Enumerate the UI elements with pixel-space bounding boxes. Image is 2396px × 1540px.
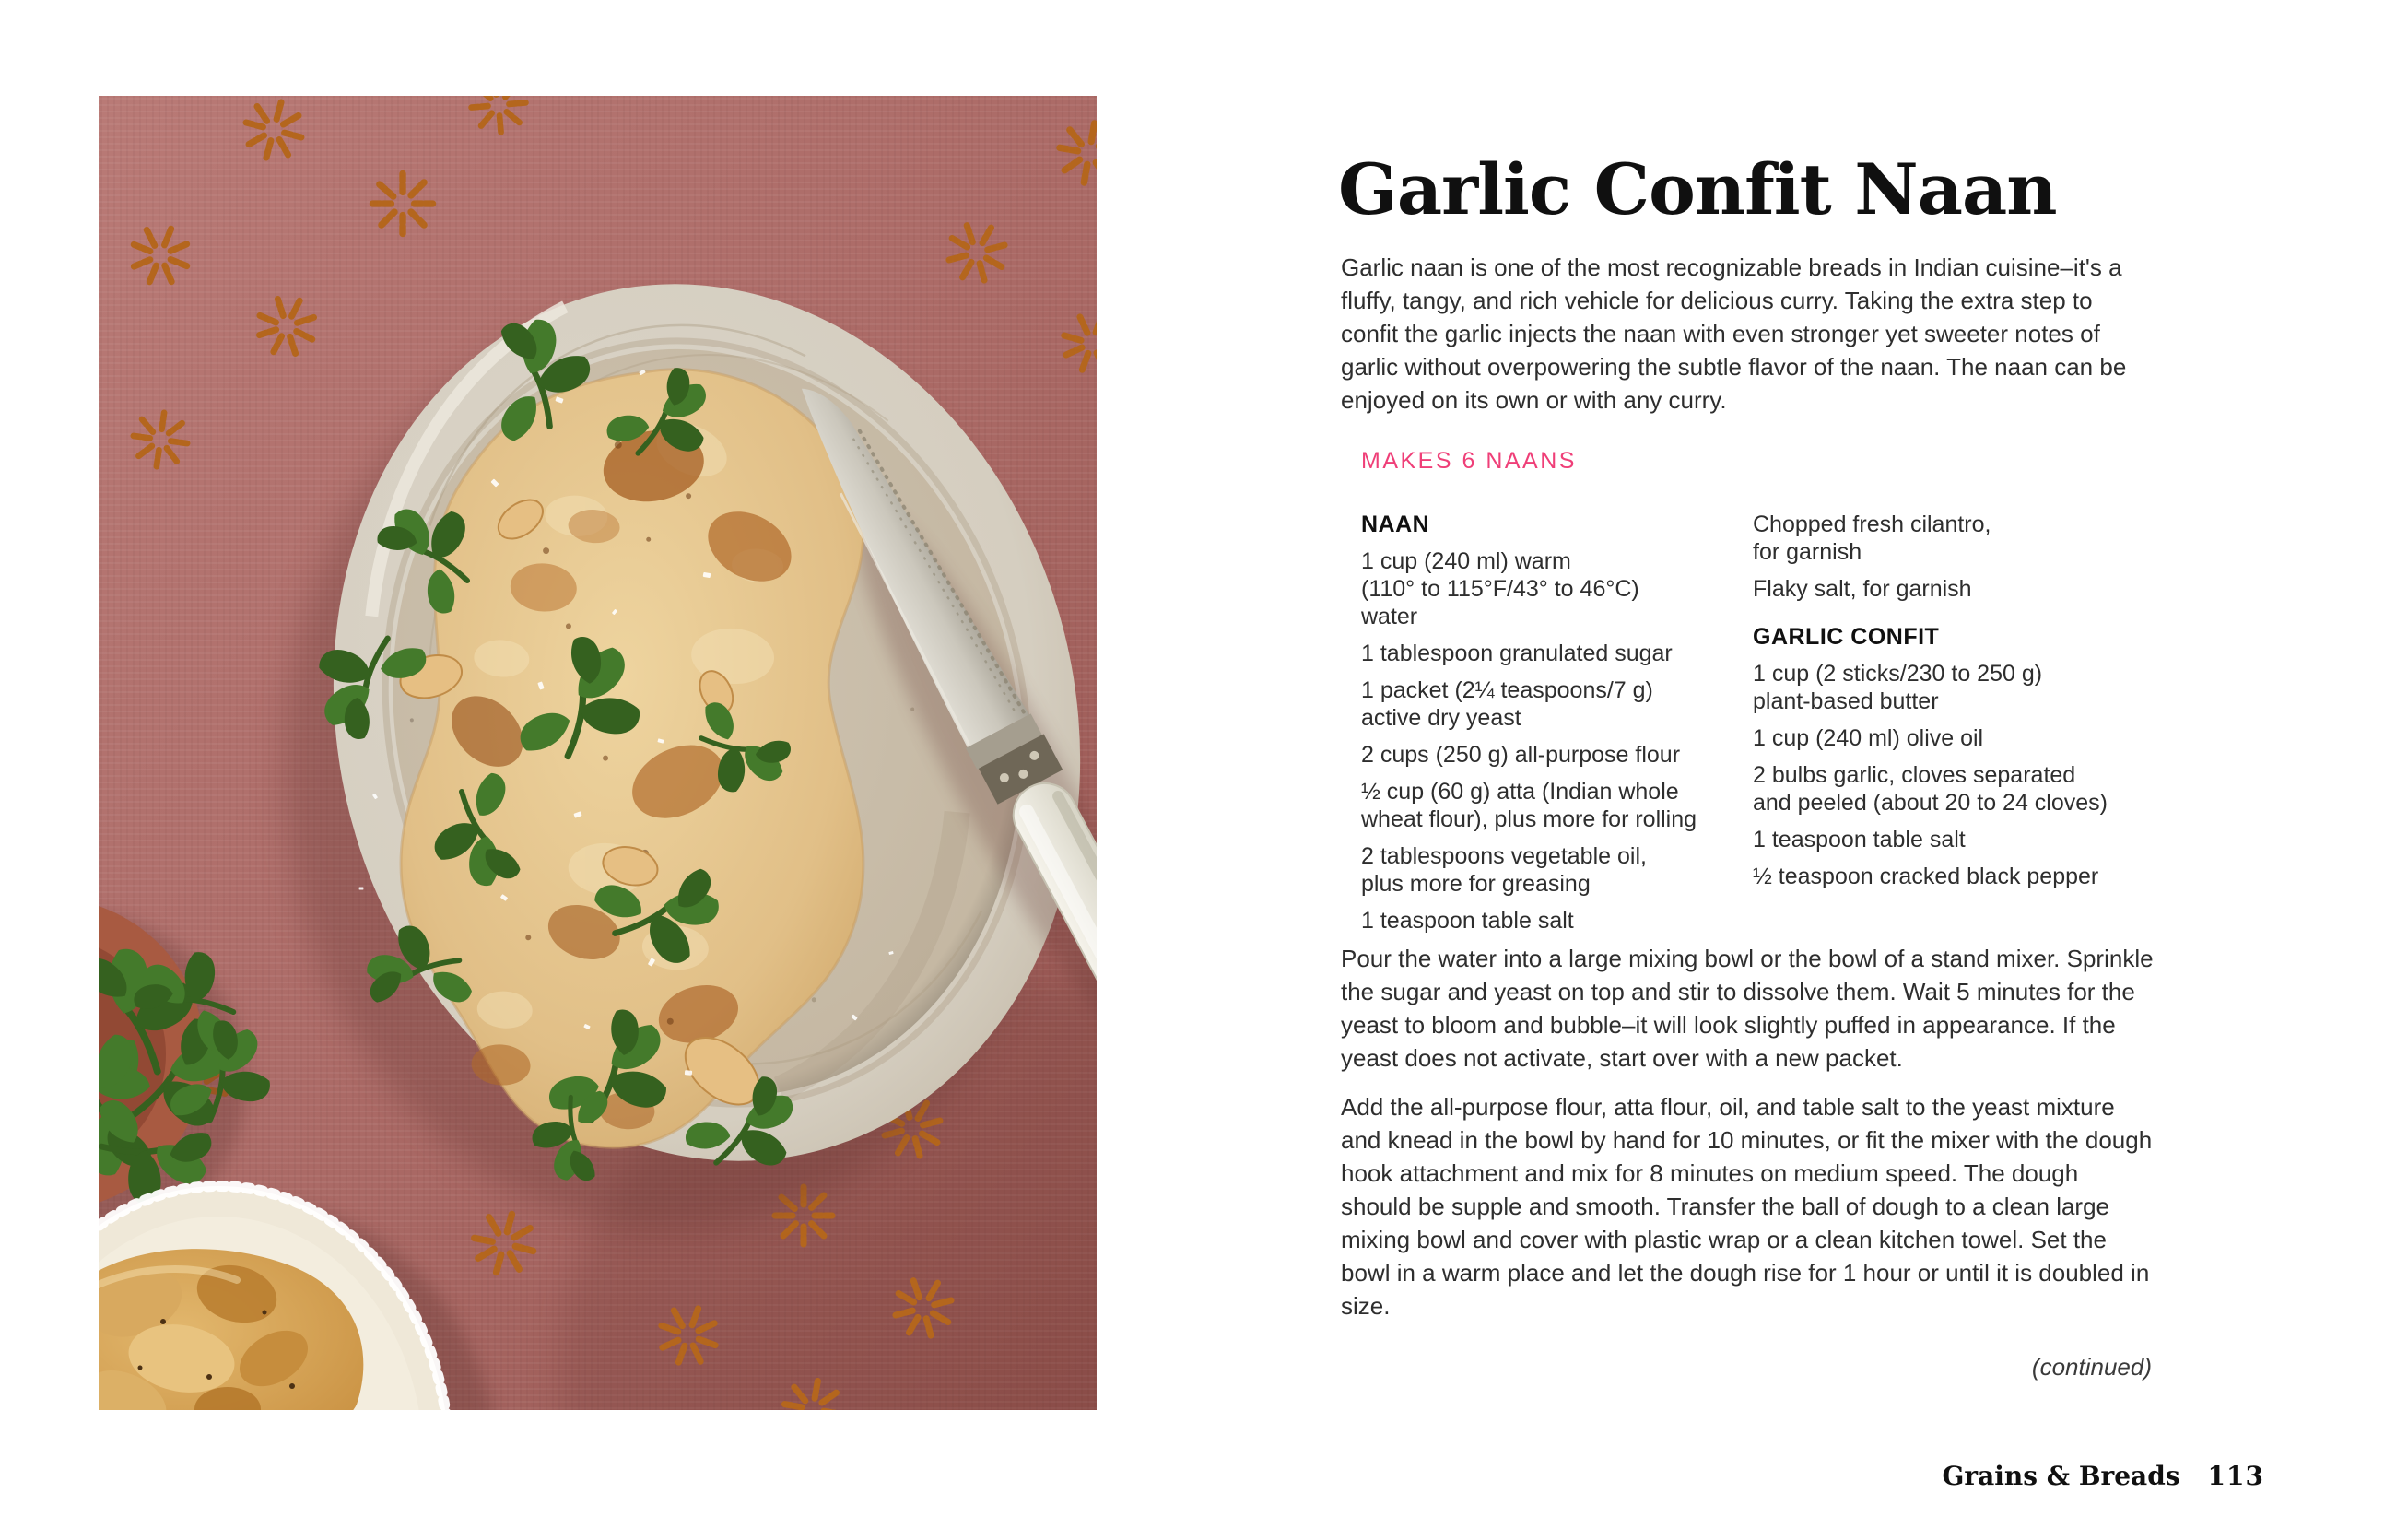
ingredient-item: 1 teaspoon table salt bbox=[1361, 908, 1574, 934]
ingredient-item: 1 cup (240 ml) olive oil bbox=[1753, 725, 1984, 751]
ingredient-item: 2 bulbs garlic, cloves separated and peeled (about 20 to 24 cloves) bbox=[1753, 762, 2108, 816]
ingredient-item: 1 teaspoon table salt bbox=[1753, 827, 1966, 852]
ingredient-item: 1 cup (2 sticks/230 to 250 g) plant-based butter bbox=[1753, 661, 2043, 714]
ingredient-item: 1 packet (2¼ teaspoons/7 g) active dry yeast bbox=[1361, 677, 1653, 731]
ingredient-group-heading-naan: NAAN bbox=[1361, 511, 1430, 537]
method-steps bbox=[1341, 942, 2155, 1338]
ingredient-item: ½ cup (60 g) atta (Indian whole wheat flour), plus more for rolling bbox=[1361, 779, 1697, 832]
ingredient-item: 1 cup (240 ml) warm (110° to 115°F/43° to 46°C) water bbox=[1361, 548, 1639, 629]
method-step: Add the all-purpose flour, atta flour, oil, and table salt to the yeast mixture and knead in the bowl by hand for 10 minutes, or fit the mixer with the dough hook attachment and mix for 8 minutes on medium speed. The dough should be supple and smooth. Transfer the ball of dough to a clean large mixing bowl and cover with plastic wrap or a clean kitchen towel. Set the bowl in a warm place and let the dough rise for 1 hour or until it is doubled in size. bbox=[1341, 1093, 2153, 1320]
ingredient-item: 2 tablespoons vegetable oil, plus more for greasing bbox=[1361, 843, 1647, 897]
naan-photo bbox=[99, 96, 1097, 1410]
ingredient-item: 2 cups (250 g) all-purpose flour bbox=[1361, 742, 1681, 768]
ingredients-column-left bbox=[1361, 511, 1748, 944]
yield-label: MAKES 6 NAANS bbox=[1361, 448, 1577, 474]
footer-page-number: 113 bbox=[2207, 1461, 2264, 1491]
continued-note: (continued) bbox=[2031, 1353, 2152, 1381]
ingredients-column-right bbox=[1753, 511, 2151, 899]
recipe-title: Garlic Confit Naan bbox=[1338, 147, 2057, 230]
ingredient-item: 1 tablespoon granulated sugar bbox=[1361, 641, 1673, 666]
method-step: Pour the water into a large mixing bowl or the bowl of a stand mixer. Sprinkle the sugar and yeast on top and stir to dissolve them. Wait 5 minutes for the yeast to bloom and bubble–it will look slightly puffed in appearance. If the yeast does not activate, start over with a new packet. bbox=[1341, 945, 2154, 1072]
recipe-intro: Garlic naan is one of the most recognizable breads in Indian cuisine–it's a fluffy, tangy, and rich vehicle for delicious curry. Taking the extra step to confit the garlic injects the naan with even stronger yet sweeter notes of garlic without overpowering the subtle flavor of the naan. The naan can be enjoyed on its own or with any curry. bbox=[1341, 253, 2127, 414]
page-footer bbox=[1942, 1461, 2264, 1491]
ingredient-group-heading-garlic-confit: GARLIC CONFIT bbox=[1753, 624, 1940, 650]
naan-photo-illustration bbox=[99, 96, 1097, 1410]
ingredient-item: ½ teaspoon cracked black pepper bbox=[1753, 864, 2099, 889]
ingredient-item: Chopped fresh cilantro, for garnish bbox=[1753, 511, 1991, 565]
footer-section-title: Grains & Breads bbox=[1942, 1461, 2180, 1491]
ingredient-item: Flaky salt, for garnish bbox=[1753, 576, 1972, 602]
